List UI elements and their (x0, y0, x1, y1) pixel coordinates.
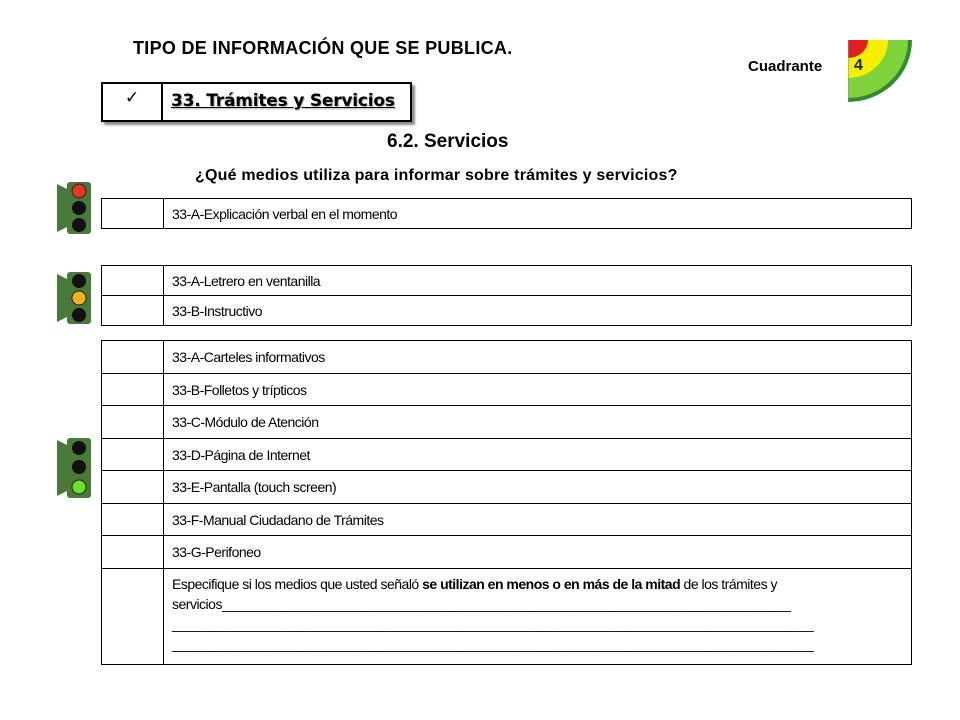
traffic-light-green-icon (57, 438, 93, 498)
options-table-green (101, 340, 912, 665)
answer-line: ________________________________________________________________________________________ (172, 616, 814, 632)
selected-topic-label: 33. Trámites y Servicios (171, 91, 395, 111)
table-row[interactable] (102, 406, 912, 439)
option-checkbox[interactable] (102, 266, 164, 296)
options-table-red (101, 198, 912, 229)
quadrant-indicator (848, 40, 914, 104)
table-row[interactable] (102, 199, 912, 229)
option-label: 33-C-Módulo de Atención (164, 406, 912, 439)
option-checkbox[interactable] (102, 471, 164, 504)
option-label: 33-G-Perifoneo (164, 536, 912, 569)
checkmark-icon: ✓ (103, 84, 163, 120)
table-row[interactable] (102, 296, 912, 326)
option-checkbox[interactable] (102, 296, 164, 326)
option-label: 33-B-Folletos y trípticos (164, 374, 912, 406)
section-title: 6.2. Servicios (387, 131, 509, 152)
option-checkbox[interactable] (102, 341, 164, 374)
table-row[interactable] (102, 266, 912, 296)
option-label: 33-A-Explicación verbal en el momento (164, 199, 912, 229)
option-label: 33-A-Carteles informativos (164, 341, 912, 374)
page-title: TIPO DE INFORMACIÓN QUE SE PUBLICA. (133, 38, 513, 58)
option-checkbox[interactable] (102, 536, 164, 569)
specify-field[interactable] (164, 569, 912, 665)
option-checkbox[interactable] (102, 199, 164, 229)
table-row[interactable] (102, 569, 912, 665)
option-label: 33-A-Letrero en ventanilla (164, 266, 912, 296)
option-label: 33-E-Pantalla (touch screen) (164, 471, 912, 504)
option-label: 33-D-Página de Internet (164, 439, 912, 471)
traffic-light-red-icon (57, 182, 93, 234)
traffic-light-yellow-icon (57, 272, 93, 324)
answer-line: ______________________________________________________________________________ (221, 596, 791, 612)
option-label: 33-B-Instructivo (164, 296, 912, 326)
table-row[interactable] (102, 471, 912, 504)
cuadrante-label: Cuadrante (748, 58, 823, 75)
option-checkbox[interactable] (102, 504, 164, 536)
table-row[interactable] (102, 439, 912, 471)
cuadrante-number: 4 (854, 57, 863, 74)
table-row[interactable] (102, 504, 912, 536)
selected-topic-box (101, 82, 412, 122)
option-checkbox[interactable] (102, 439, 164, 471)
specify-text-bold: se utilizan en menos o en más de la mitad (422, 576, 681, 592)
option-checkbox[interactable] (102, 569, 164, 665)
table-row[interactable] (102, 374, 912, 406)
options-table-yellow (101, 265, 912, 326)
table-row[interactable] (102, 536, 912, 569)
specify-text: Especifique si los medios que usted señaló (172, 576, 423, 592)
option-checkbox[interactable] (102, 374, 164, 406)
option-checkbox[interactable] (102, 406, 164, 439)
table-row[interactable] (102, 341, 912, 374)
question-text: ¿Qué medios utiliza para informar sobre trámites y servicios? (195, 167, 678, 184)
option-label: 33-F-Manual Ciudadano de Trámites (164, 504, 912, 536)
specify-text: de los trámites y servicios (172, 576, 777, 612)
answer-line: ________________________________________________________________________________________ (172, 636, 814, 652)
